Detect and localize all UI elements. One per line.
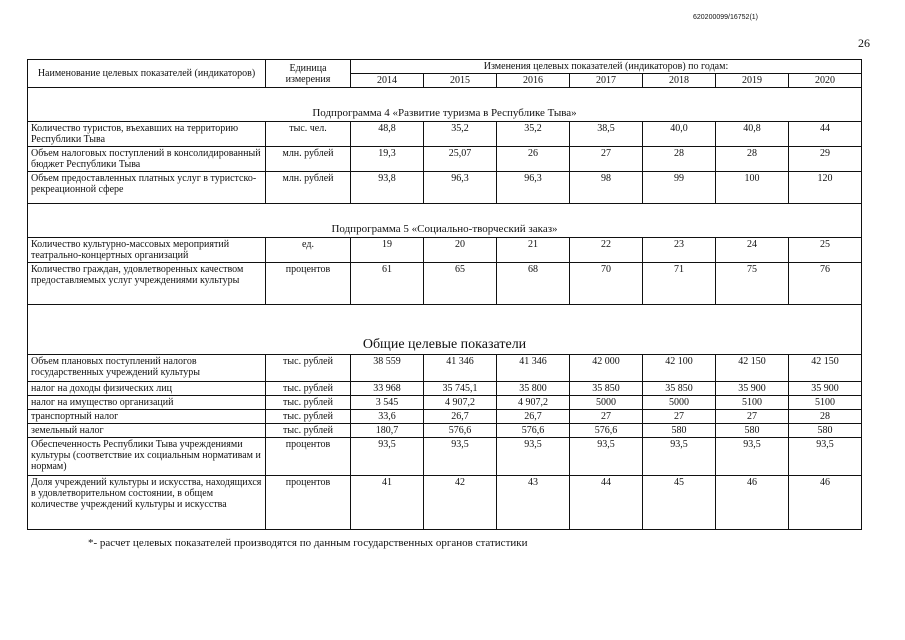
- indicator-value: 5000: [570, 396, 643, 410]
- header-row: [28, 60, 862, 74]
- indicator-value: 65: [424, 263, 497, 305]
- indicator-value: 43: [497, 476, 570, 530]
- indicator-value: 26: [497, 147, 570, 172]
- indicator-value: 576,6: [424, 424, 497, 438]
- indicator-value: 35,2: [424, 122, 497, 147]
- table-row: [28, 396, 862, 410]
- document-id: 620200099/16752(1): [693, 14, 759, 21]
- indicator-value: 28: [789, 410, 862, 424]
- indicator-value: 580: [789, 424, 862, 438]
- indicator-value: 40,8: [716, 122, 789, 147]
- table-row: [28, 410, 862, 424]
- table-row: [28, 172, 862, 204]
- indicator-value: 96,3: [497, 172, 570, 204]
- indicator-unit: тыс. рублей: [266, 396, 351, 410]
- indicator-value: 38,5: [570, 122, 643, 147]
- indicator-value: 5000: [643, 396, 716, 410]
- indicator-value: 24: [716, 238, 789, 263]
- indicator-name: Объем налоговых поступлений в консолидированный бюджет Республики Тыва: [28, 147, 266, 172]
- indicator-name: земельный налог: [28, 424, 266, 438]
- indicator-value: 61: [351, 263, 424, 305]
- indicator-unit: млн. рублей: [266, 172, 351, 204]
- indicator-unit: тыс. рублей: [266, 410, 351, 424]
- indicator-value: 26,7: [497, 410, 570, 424]
- indicator-value: 93,5: [424, 438, 497, 476]
- indicator-value: 96,3: [424, 172, 497, 204]
- indicator-value: 46: [789, 476, 862, 530]
- indicator-unit: тыс. чел.: [266, 122, 351, 147]
- indicator-value: 22: [570, 238, 643, 263]
- indicator-value: 26,7: [424, 410, 497, 424]
- indicator-value: 99: [643, 172, 716, 204]
- table-row: [28, 122, 862, 147]
- section-title-row: [28, 88, 862, 122]
- indicator-value: 44: [789, 122, 862, 147]
- header-year: 2020: [789, 74, 862, 88]
- indicator-name: налог на доходы физических лиц: [28, 382, 266, 396]
- indicator-value: 93,5: [716, 438, 789, 476]
- table-row: [28, 382, 862, 396]
- header-year: 2016: [497, 74, 570, 88]
- indicator-value: 5100: [716, 396, 789, 410]
- indicator-value: 27: [643, 410, 716, 424]
- section-title: Подпрограмма 5 «Социально-творческий заказ»: [28, 204, 862, 238]
- indicator-name: транспортный налог: [28, 410, 266, 424]
- indicator-name: Объем плановых поступлений налогов государственных учреждений культуры: [28, 355, 266, 382]
- section-title-row: [28, 305, 862, 355]
- indicator-value: 42 000: [570, 355, 643, 382]
- indicator-value: 35 850: [570, 382, 643, 396]
- indicator-value: 46: [716, 476, 789, 530]
- indicator-value: 35 800: [497, 382, 570, 396]
- indicator-value: 40,0: [643, 122, 716, 147]
- indicator-value: 29: [789, 147, 862, 172]
- footnote: *- расчет целевых показателей производятся по данным государственных органов статистики: [88, 537, 528, 549]
- indicator-value: 28: [716, 147, 789, 172]
- indicators-table: [27, 59, 862, 530]
- indicator-value: 98: [570, 172, 643, 204]
- indicator-name: Обеспеченность Республики Тыва учреждениями культуры (соответствие их социальным нормативам и нормам): [28, 438, 266, 476]
- header-year: 2014: [351, 74, 424, 88]
- indicator-value: 580: [643, 424, 716, 438]
- table-row: [28, 424, 862, 438]
- indicator-value: 71: [643, 263, 716, 305]
- indicator-name: налог на имущество организаций: [28, 396, 266, 410]
- indicator-value: 180,7: [351, 424, 424, 438]
- page-number: 26: [858, 36, 870, 50]
- header-year: 2017: [570, 74, 643, 88]
- indicator-value: 580: [716, 424, 789, 438]
- indicator-value: 35 745,1: [424, 382, 497, 396]
- indicator-value: 33,6: [351, 410, 424, 424]
- indicator-value: 68: [497, 263, 570, 305]
- indicator-value: 19: [351, 238, 424, 263]
- table-row: [28, 476, 862, 530]
- indicator-value: 93,5: [789, 438, 862, 476]
- indicator-value: 576,6: [497, 424, 570, 438]
- indicator-value: 45: [643, 476, 716, 530]
- header-unit: Единица измерения: [266, 60, 351, 88]
- indicator-value: 33 968: [351, 382, 424, 396]
- indicator-value: 23: [643, 238, 716, 263]
- indicator-value: 93,5: [351, 438, 424, 476]
- indicator-value: 3 545: [351, 396, 424, 410]
- table-row: [28, 238, 862, 263]
- indicator-value: 576,6: [570, 424, 643, 438]
- indicator-value: 93,5: [643, 438, 716, 476]
- table-row: [28, 355, 862, 382]
- indicator-value: 35 900: [789, 382, 862, 396]
- indicator-value: 44: [570, 476, 643, 530]
- header-year: 2018: [643, 74, 716, 88]
- indicator-value: 120: [789, 172, 862, 204]
- indicator-value: 76: [789, 263, 862, 305]
- indicator-unit: тыс. рублей: [266, 355, 351, 382]
- indicator-value: 25,07: [424, 147, 497, 172]
- indicator-value: 5100: [789, 396, 862, 410]
- indicator-value: 42 150: [789, 355, 862, 382]
- indicator-value: 48,8: [351, 122, 424, 147]
- section-title: Подпрограмма 4 «Развитие туризма в Республике Тыва»: [28, 88, 862, 122]
- indicator-value: 28: [643, 147, 716, 172]
- indicator-value: 41: [351, 476, 424, 530]
- header-year: 2019: [716, 74, 789, 88]
- indicator-unit: тыс. рублей: [266, 424, 351, 438]
- indicator-value: 27: [570, 410, 643, 424]
- indicator-value: 42: [424, 476, 497, 530]
- indicator-name: Количество культурно-массовых мероприятий театрально-концертных организаций: [28, 238, 266, 263]
- indicator-value: 42 100: [643, 355, 716, 382]
- table-row: [28, 438, 862, 476]
- indicator-name: Объем предоставленных платных услуг в туристско-рекреационной сфере: [28, 172, 266, 204]
- indicator-unit: процентов: [266, 438, 351, 476]
- indicator-unit: ед.: [266, 238, 351, 263]
- indicator-value: 100: [716, 172, 789, 204]
- header-year: 2015: [424, 74, 497, 88]
- indicator-value: 93,8: [351, 172, 424, 204]
- indicator-value: 41 346: [424, 355, 497, 382]
- indicator-unit: тыс. рублей: [266, 382, 351, 396]
- indicator-value: 27: [570, 147, 643, 172]
- indicator-unit: млн. рублей: [266, 147, 351, 172]
- indicator-name: Количество туристов, въехавших на территорию Республики Тыва: [28, 122, 266, 147]
- indicator-value: 19,3: [351, 147, 424, 172]
- indicator-value: 27: [716, 410, 789, 424]
- indicator-value: 35 900: [716, 382, 789, 396]
- header-name: Наименование целевых показателей (индикаторов): [28, 60, 266, 88]
- indicator-value: 21: [497, 238, 570, 263]
- indicator-value: 4 907,2: [424, 396, 497, 410]
- indicator-value: 75: [716, 263, 789, 305]
- indicator-value: 93,5: [497, 438, 570, 476]
- indicator-value: 25: [789, 238, 862, 263]
- table-row: [28, 147, 862, 172]
- header-changes: Изменения целевых показателей (индикаторов) по годам:: [351, 60, 862, 74]
- indicator-unit: процентов: [266, 263, 351, 305]
- indicator-unit: процентов: [266, 476, 351, 530]
- indicator-value: 70: [570, 263, 643, 305]
- indicator-name: Количество граждан, удовлетворенных качеством предоставляемых услуг учреждениями культуры: [28, 263, 266, 305]
- indicator-value: 42 150: [716, 355, 789, 382]
- indicator-value: 35,2: [497, 122, 570, 147]
- indicator-value: 38 559: [351, 355, 424, 382]
- indicator-value: 20: [424, 238, 497, 263]
- indicator-value: 4 907,2: [497, 396, 570, 410]
- table-body: [28, 60, 862, 530]
- section-title-row: [28, 204, 862, 238]
- indicator-value: 35 850: [643, 382, 716, 396]
- indicator-value: 41 346: [497, 355, 570, 382]
- section-title: Общие целевые показатели: [28, 305, 862, 355]
- indicator-name: Доля учреждений культуры и искусства, находящихся в удовлетворительном состоянии, в общем количестве учреждений культуры и искусства: [28, 476, 266, 530]
- table-row: [28, 263, 862, 305]
- indicator-value: 93,5: [570, 438, 643, 476]
